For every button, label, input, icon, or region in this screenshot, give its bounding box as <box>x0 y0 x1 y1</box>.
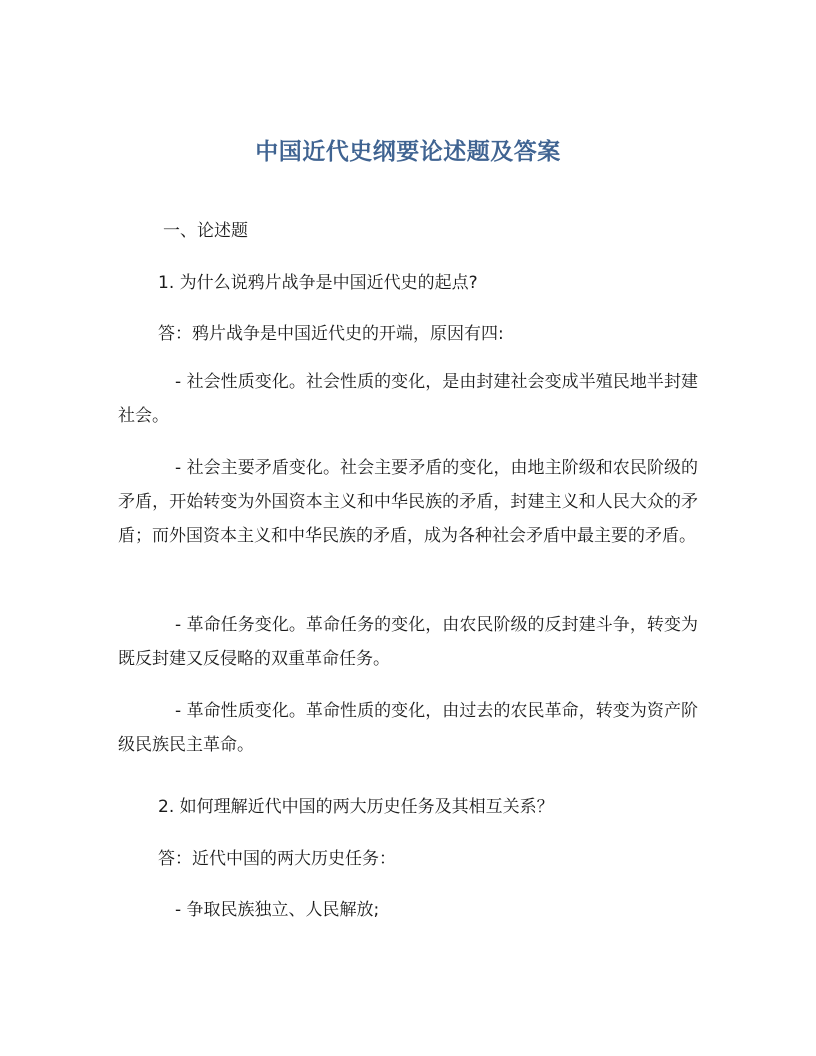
answer-1-point-3: - 革命任务变化。革命任务的变化，由农民阶级的反封建斗争，转变为既反封建又反侵略的双重革命任务。 <box>118 615 698 669</box>
section-heading: 一、论述题 <box>163 221 248 241</box>
answer-1-intro: 答：鸦片战争是中国近代史的开端，原因有四: <box>158 324 504 344</box>
question-1: 1. 为什么说鸦片战争是中国近代史的起点? <box>158 273 478 293</box>
answer-2-intro: 答：近代中国的两大历史任务： <box>158 849 396 869</box>
document-title: 中国近代史纲要论述题及答案 <box>255 139 561 165</box>
question-2: 2. 如何理解近代中国的两大历史任务及其相互关系？ <box>158 797 554 817</box>
answer-1-point-1: - 社会性质变化。社会性质的变化，是由封建社会变成半殖民地半封建社会。 <box>118 372 698 426</box>
answer-1-point-4: - 革命性质变化。革命性质的变化，由过去的农民革命，转变为资产阶级民族民主革命。 <box>118 701 698 755</box>
answer-1-point-2: - 社会主要矛盾变化。社会主要矛盾的变化，由地主阶级和农民阶级的矛盾，开始转变为外国资本主义和中华民族的矛盾，封建主义和人民大众的矛盾；而外国资本主义和中华民族的矛盾，成为各种社会矛盾中最主要的矛盾。 <box>118 458 698 546</box>
answer-2-point-1: - 争取民族独立、人民解放; <box>175 900 380 920</box>
